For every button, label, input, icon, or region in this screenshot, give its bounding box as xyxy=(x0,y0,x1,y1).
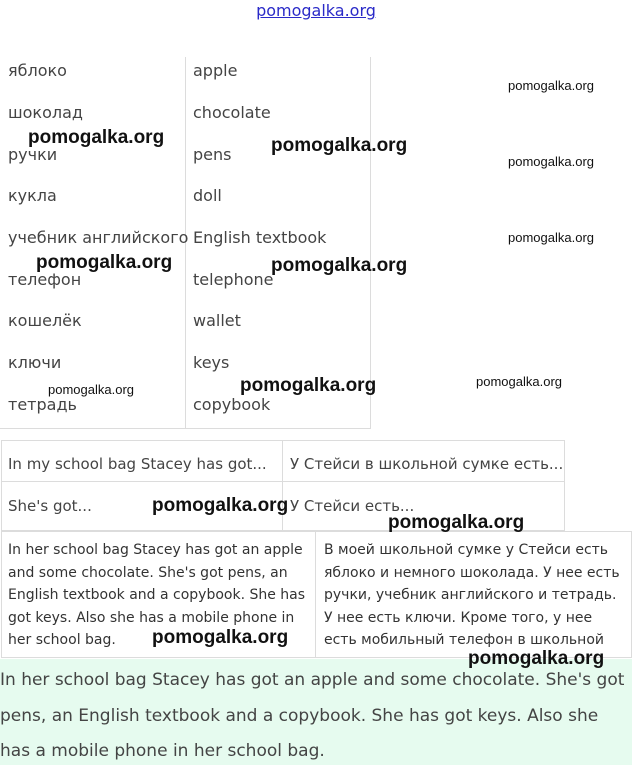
watermark-text: pomogalka.org xyxy=(28,127,165,148)
phrase-en-text: She's got... xyxy=(8,497,92,515)
watermark-text: pomogalka.org xyxy=(271,135,408,156)
vocab-en-cell: telephone xyxy=(193,270,274,289)
watermark-text: pomogalka.org xyxy=(48,382,134,397)
vocab-en-cell: wallet xyxy=(193,311,241,330)
answer-block xyxy=(0,659,632,765)
watermark-text: pomogalka.org xyxy=(508,230,594,245)
vocab-ru-cell: кукла xyxy=(8,186,57,205)
watermark-text: pomogalka.org xyxy=(476,374,562,389)
vocab-ru-cell: кошелёк xyxy=(8,311,82,330)
vocab-ru-cell: учебник английского xyxy=(8,228,189,247)
phrase-en-text: In my school bag Stacey has got... xyxy=(8,455,267,473)
answer-text: In her school bag Stacey has got an apple and some chocolate. She's got pens, an English textbook and a copybook. She has got keys. Also she has a mobile phone in her school bag. xyxy=(0,670,625,761)
vocab-ru-cell: телефон xyxy=(8,270,82,289)
phrase-ru-text: У Стейси есть... xyxy=(290,497,415,515)
vocab-ru-cell: ручки xyxy=(8,145,58,164)
watermark-text: pomogalka.org xyxy=(152,495,289,516)
vocab-en-cell: apple xyxy=(193,61,238,80)
watermark-text: pomogalka.org xyxy=(240,375,377,396)
vocab-ru-cell: шоколад xyxy=(8,103,83,122)
vocab-ru-cell: яблоко xyxy=(8,61,67,80)
vocab-en-cell: chocolate xyxy=(193,103,271,122)
watermark-text: pomogalka.org xyxy=(36,252,173,273)
vocab-ru-cell: ключи xyxy=(8,353,62,372)
phrase-ru-text: У Стейси в школьной сумке есть... xyxy=(290,455,564,473)
top-watermark: pomogalka.org xyxy=(256,1,376,20)
russian-paragraph: В моей школьной сумке у Стейси есть яблоко и немного шоколада. У нее есть ручки, учебник английского и тетрадь. У нее есть ключи. Кроме того, у нее есть мобильный телефон в школьной xyxy=(324,542,620,648)
watermark-text: pomogalka.org xyxy=(388,512,525,533)
watermark-text: pomogalka.org xyxy=(271,255,408,276)
english-paragraph: In her school bag Stacey has got an apple and some chocolate. She's got pens, an English textbook and a copybook. She has got keys. Also she has a mobile phone in her school bag. xyxy=(8,542,306,648)
watermark-text: pomogalka.org xyxy=(468,648,605,669)
vocab-en-cell: keys xyxy=(193,353,230,372)
vocab-en-cell: pens xyxy=(193,145,232,164)
watermark-text: pomogalka.org xyxy=(152,627,289,648)
vocab-ru-cell: тетрадь xyxy=(8,395,77,414)
watermark-text: pomogalka.org xyxy=(508,78,594,93)
vocab-en-cell: copybook xyxy=(193,395,271,414)
vocab-en-cell: doll xyxy=(193,186,222,205)
vocab-en-cell: English textbook xyxy=(193,228,327,247)
watermark-text: pomogalka.org xyxy=(508,154,594,169)
